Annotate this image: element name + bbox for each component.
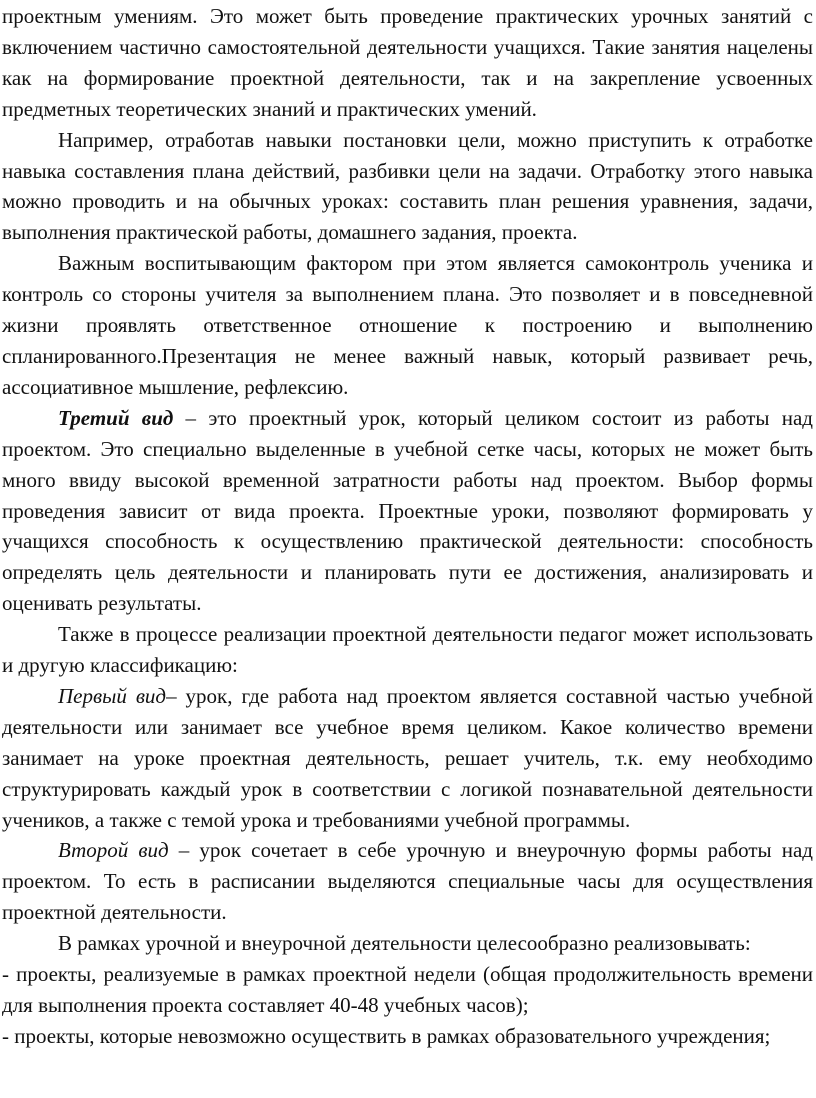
paragraph-third-type <box>2 403 813 619</box>
paragraph-example <box>2 125 813 249</box>
paragraph-text: – это проектный урок, который целиком состоит из работы над проектом. Это специально выделенные в учебной сетке часы, которых не может быть много ввиду высокой временной затратности работы над проектом. Выбор формы проведения зависит от вида проекта. Проектные уроки, позволяют формировать у учащихся способность к осуществлению практической деятельности: способность определять цель деятельности и планировать пути ее достижения, анализировать и оценивать результаты. <box>2 405 813 616</box>
paragraph-first-type <box>2 681 813 836</box>
paragraph-self-control <box>2 248 813 403</box>
list-item-outside-school <box>2 1021 813 1052</box>
term-second-type: Второй вид <box>58 838 169 863</box>
paragraph-classification <box>2 619 813 681</box>
paragraph-continuation <box>2 1 813 125</box>
paragraph-second-type <box>2 835 813 928</box>
paragraph-text: Важным воспитывающим фактором при этом является самоконтроль ученика и контроль со стороны учителя за выполнением плана. Это позволяет и в повседневной жизни проявлять ответственное отношение к построению и выполнению спланированного.Презентация не менее важный навык, который развивает речь, ассоциативное мышление, рефлексию. <box>2 251 813 399</box>
term-first-type: Первый вид <box>58 683 167 708</box>
paragraph-text: Например, отработав навыки постановки цели, можно приступить к отработке навыка составления плана действий, разбивки цели на задачи. Отработку этого навыка можно проводить и на обычных уроках: составить план решения уравнения, задачи, выполнения практической работы, домашнего задания, проекта. <box>2 127 813 245</box>
paragraph-implementation <box>2 928 813 959</box>
paragraph-text: В рамках урочной и внеурочной деятельности целесообразно реализовывать: <box>58 931 751 956</box>
list-item-text: - проекты, которые невозможно осуществить в рамках образовательного учреждения; <box>2 1023 771 1048</box>
list-item-text: - проекты, реализуемые в рамках проектной недели (общая продолжительность времени для выполнения проекта составляет 40-48 учебных часов); <box>2 962 813 1017</box>
list-item-project-week <box>2 959 813 1021</box>
paragraph-text: Также в процессе реализации проектной деятельности педагог может использовать и другую классификацию: <box>2 622 813 678</box>
paragraph-text: – урок сочетает в себе урочную и внеурочную формы работы над проектом. То есть в расписании выделяются специальные часы для осуществления проектной деятельности. <box>2 838 813 925</box>
paragraph-text: проектным умениям. Это может быть проведение практических урочных занятий с включением частично самостоятельной деятельности учащихся. Такие занятия нацелены как на формирование проектной деятельности, так и на закрепление усвоенных предметных теоретических знаний и практических умений. <box>2 4 813 121</box>
term-third-type: Третий вид <box>58 405 174 430</box>
paragraph-text: – урок, где работа над проектом является составной частью учебной деятельности или занимает все учебное время целиком. Какое количество времени занимает на уроке проектная деятельность, решает учитель, т.к. ему необходимо структурировать каждый урок в соответствии с логикой познавательной деятельности учеников, а также с темой урока и требованиями учебной программы. <box>2 683 813 832</box>
